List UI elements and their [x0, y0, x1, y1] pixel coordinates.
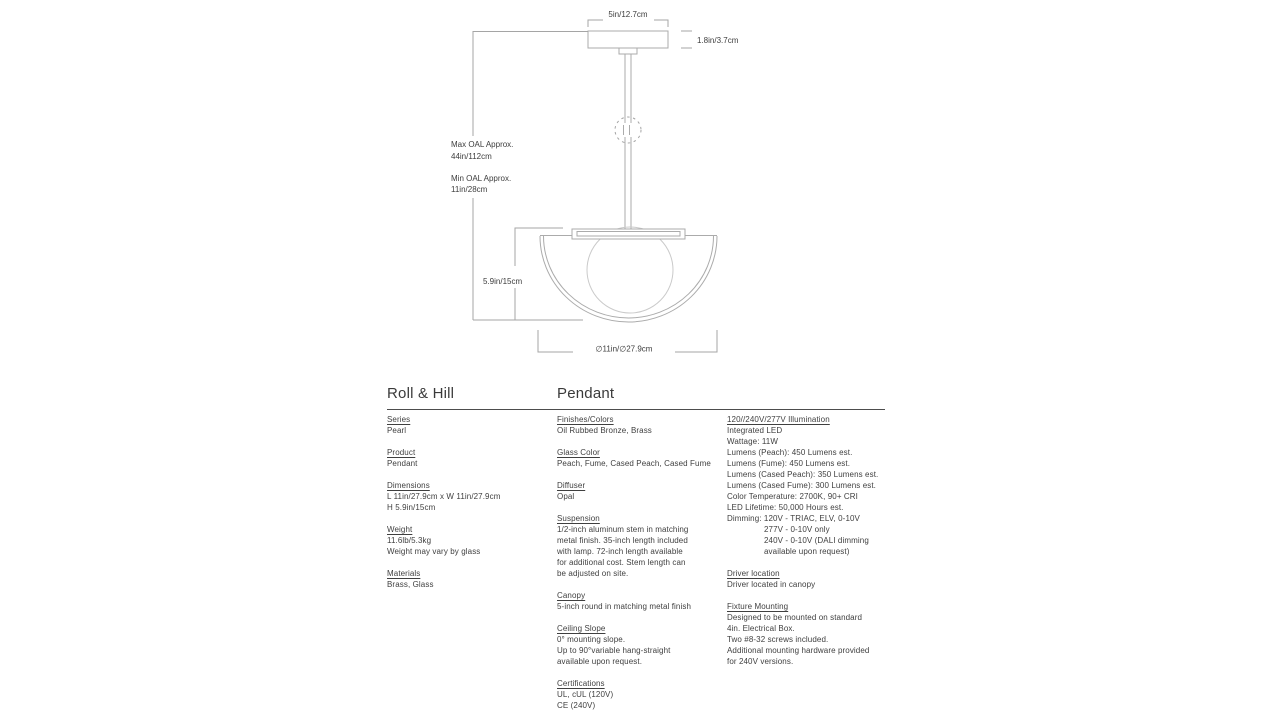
spec-line: Lumens (Cased Peach): 350 Lumens est. — [727, 470, 879, 479]
spec-column-electrical — [727, 414, 895, 678]
spec-section — [387, 447, 555, 469]
spec-line: Designed to be mounted on standard — [727, 613, 863, 622]
shade-plate-shape — [572, 229, 685, 239]
spec-line: for 240V versions. — [727, 657, 794, 666]
spec-section — [557, 414, 725, 436]
spec-line: Pendant — [387, 459, 418, 468]
canopy-shape — [588, 31, 668, 54]
spec-line: Lumens (Peach): 450 Lumens est. — [727, 448, 853, 457]
spec-section-label: 120//240V/277V Illumination — [727, 415, 830, 424]
spec-line: Wattage: 11W — [727, 437, 778, 446]
spec-line: Weight may vary by glass — [387, 547, 481, 556]
spec-column-finishes — [557, 414, 725, 720]
product-title: Pendant — [557, 385, 615, 402]
spec-line: CE (240V) — [557, 701, 596, 710]
spec-section-label: Series — [387, 415, 411, 424]
spec-section-label: Weight — [387, 525, 413, 534]
spec-line: Brass, Glass — [387, 580, 434, 589]
max-oal-label-line2: 44in/112cm — [451, 152, 492, 161]
spec-line: for additional cost. Stem length can — [557, 558, 686, 567]
spec-section — [727, 601, 895, 667]
brand-title: Roll & Hill — [387, 385, 455, 402]
spec-section — [557, 678, 725, 711]
spec-section-label: Fixture Mounting — [727, 602, 789, 611]
spec-line: 5-inch round in matching metal finish — [557, 602, 691, 611]
spec-section-label: Suspension — [557, 514, 600, 523]
spec-line: available upon request. — [557, 657, 643, 666]
spec-line: 11.6lb/5.3kg — [387, 536, 432, 545]
spec-line: Additional mounting hardware provided — [727, 646, 870, 655]
spec-line: Up to 90°variable hang-straight — [557, 646, 671, 655]
spec-section-label: Certifications — [557, 679, 605, 688]
spec-line: Dimming: 120V - TRIAC, ELV, 0-10V — [727, 514, 860, 523]
dimension-canopy-height — [681, 31, 739, 48]
canopy-width-label: 5in/12.7cm — [608, 10, 648, 19]
spec-line: 240V - 0-10V (DALI dimming — [764, 536, 869, 545]
spec-line: Integrated LED — [727, 426, 783, 435]
min-oal-label-line2: 11in/28cm — [451, 185, 488, 194]
spec-line: Driver located in canopy — [727, 580, 816, 589]
canopy-height-label: 1.8in/3.7cm — [697, 36, 739, 45]
spec-section — [387, 414, 555, 436]
spec-section-label: Materials — [387, 569, 421, 578]
spec-section — [387, 480, 555, 513]
spec-section-label: Canopy — [557, 591, 586, 600]
spec-line: 0° mounting slope. — [557, 635, 626, 644]
spec-section — [557, 513, 725, 579]
sphere-diffuser-shape — [587, 227, 673, 313]
spec-section-label: Finishes/Colors — [557, 415, 614, 424]
min-oal-label-line1: Min OAL Approx. — [451, 174, 512, 183]
spec-line: metal finish. 35-inch length included — [557, 536, 688, 545]
dimension-shade-diameter — [538, 330, 717, 354]
spec-section-label: Driver location — [727, 569, 780, 578]
spec-line: H 5.9in/15cm — [387, 503, 436, 512]
spec-section-label: Glass Color — [557, 448, 600, 457]
spec-section — [557, 447, 725, 469]
spec-column-general — [387, 414, 555, 601]
spec-line: with lamp. 72-inch length available — [557, 547, 683, 556]
dimension-canopy-width — [588, 10, 668, 27]
spec-section — [727, 568, 895, 590]
spec-line: Lumens (Cased Fume): 300 Lumens est. — [727, 481, 877, 490]
spec-line: Pearl — [387, 426, 407, 435]
spec-section — [387, 568, 555, 590]
spec-section-label: Dimensions — [387, 481, 430, 490]
spec-section — [727, 414, 895, 557]
spec-line: 277V - 0-10V only — [764, 525, 830, 534]
shade-diameter-label: ∅11in/∅27.9cm — [595, 344, 653, 354]
pendant-technical-drawing — [430, 0, 770, 368]
header-rule — [387, 409, 885, 410]
spec-line: Oil Rubbed Bronze, Brass — [557, 426, 652, 435]
spec-section-label: Diffuser — [557, 481, 586, 490]
spec-line: Opal — [557, 492, 575, 501]
spec-line: 1/2-inch aluminum stem in matching — [557, 525, 689, 534]
max-oal-label-line1: Max OAL Approx. — [451, 140, 514, 149]
spec-section-label: Product — [387, 448, 416, 457]
spec-section — [557, 623, 725, 667]
spec-section — [557, 590, 725, 612]
spec-line: Two #8-32 screws included. — [727, 635, 829, 644]
spec-section — [387, 524, 555, 557]
stem-break-icon — [615, 117, 641, 143]
spec-line: Color Temperature: 2700K, 90+ CRI — [727, 492, 858, 501]
dimension-shade-height — [483, 228, 563, 320]
shade-bowl-shape — [540, 236, 717, 323]
spec-section-label: Ceiling Slope — [557, 624, 606, 633]
spec-section — [557, 480, 725, 502]
spec-line: Peach, Fume, Cased Peach, Cased Fume — [557, 459, 711, 468]
spec-line: UL, cUL (120V) — [557, 690, 614, 699]
spec-line: available upon request) — [764, 547, 850, 556]
shade-height-label: 5.9in/15cm — [483, 277, 523, 286]
stem-shape — [615, 54, 641, 229]
spec-line: Lumens (Fume): 450 Lumens est. — [727, 459, 851, 468]
spec-line: 4in. Electrical Box. — [727, 624, 795, 633]
spec-line: be adjusted on site. — [557, 569, 629, 578]
spec-line: LED Lifetime: 50,000 Hours est. — [727, 503, 844, 512]
spec-line: L 11in/27.9cm x W 11in/27.9cm — [387, 492, 501, 501]
